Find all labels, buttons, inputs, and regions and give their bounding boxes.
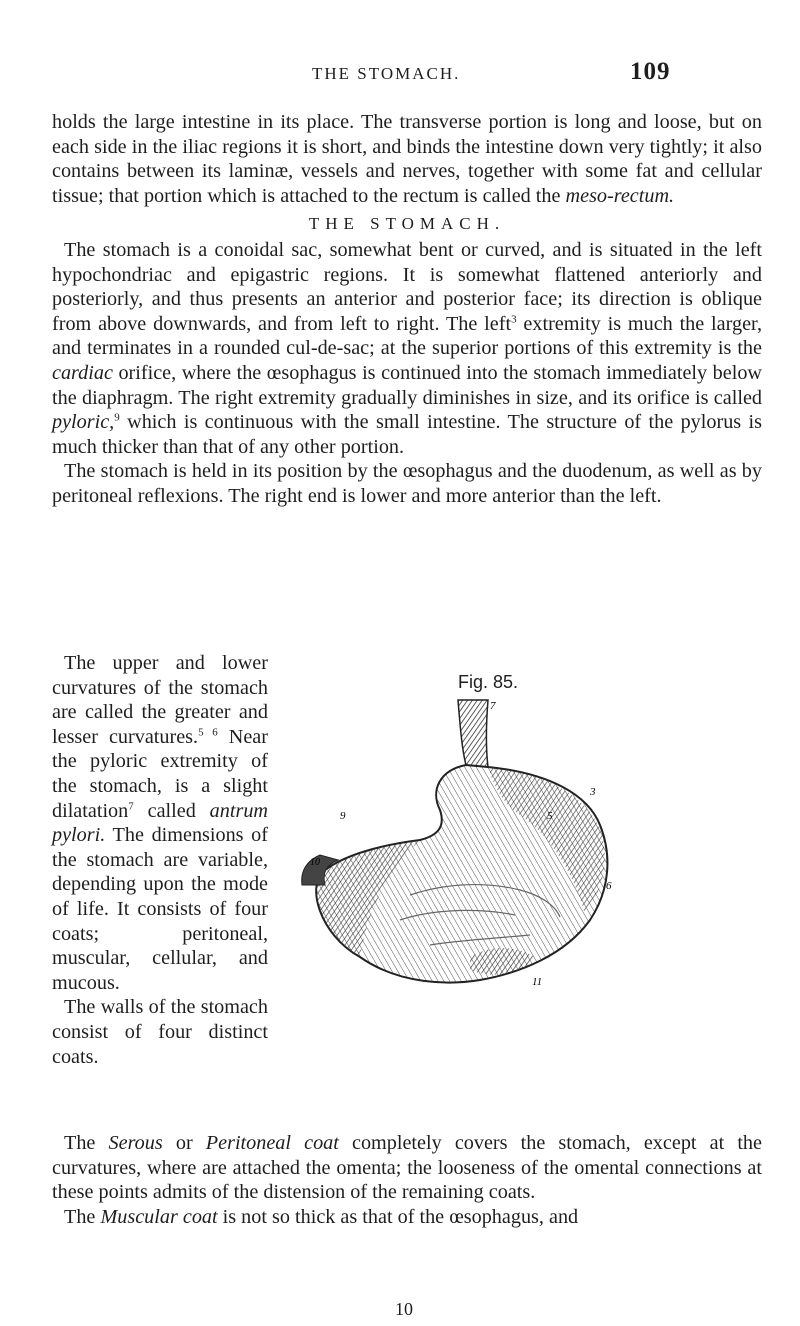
paragraph-text: holds the large intestine in its place. The transverse portion is long and loose, but on each side in the iliac regions it is short, and binds the intestine down very tightly; it also contains between its laminæ, vessels and nerves, together with some fat and cellular tissue; that portion which is attached to the rectum is called the (52, 111, 762, 207)
term-serous: Serous (108, 1132, 163, 1154)
lower-text (52, 1131, 762, 1229)
text-span: The dimensions of the stomach are variable, depending upon the mode of life. It consists of four coats; peritoneal, muscular, cellular, and mucous. (52, 824, 268, 994)
footnote-ref: 5 6 (198, 726, 218, 739)
figure-label: 3 (590, 786, 596, 798)
text-span: Near the pyloric extremity of the stomach, is a slight dilatation (52, 725, 268, 822)
text-span: The stomach is a conoidal sac, somewhat bent or curved, and is situated in the left hypochondriac and epigastric regions. It is somewhat flattened anteriorly and posteriorly, and thus presents an anterior and posterior face; its direction is oblique from above downwards, and from left to right. The left (52, 238, 762, 335)
stomach-illustration (290, 695, 620, 995)
footnote-ref: 7 (128, 799, 134, 812)
oesophagus-shape (458, 700, 488, 767)
text-span: is not so thick as that of the œsophagus, and (217, 1205, 579, 1228)
text-span: The (64, 1132, 109, 1154)
text-span: which is continuous with the small intestine. The structure of the pylorus is much thicker than that of any other portion. (52, 411, 762, 458)
running-title: THE STOMACH. (312, 64, 461, 83)
term-muscular-coat: Muscular coat (100, 1205, 218, 1228)
page-number: 109 (630, 58, 671, 85)
text-span: The upper and lower curvatures of the stomach are called the greater and lesser curvatures. (52, 652, 268, 748)
footnote-ref: 9 (114, 411, 120, 424)
paragraph-stomach (52, 238, 762, 459)
footnote-ref: 3 (511, 313, 517, 326)
main-text (52, 110, 762, 509)
figure-label: 5 (547, 810, 553, 822)
paragraph-mesentery (52, 110, 762, 208)
text-span: or (162, 1132, 206, 1154)
figure-label: 11 (532, 976, 543, 988)
page-header (0, 58, 800, 92)
text-span: orifice, where the œsophagus is continued into the stomach immediately below the diaphragm. The right extremity gradually diminishes in size, and its orifice is called (52, 361, 762, 409)
figure-caption: Fig. 85. (458, 672, 519, 692)
signature-mark: 10 (395, 1299, 413, 1319)
paragraph-muscular-coat (52, 1205, 762, 1230)
section-heading: THE STOMACH. (308, 214, 506, 234)
paragraph-serous-coat (52, 1131, 762, 1205)
term-meso-rectum: meso-rectum. (565, 184, 675, 207)
figure-label: 9 (340, 810, 346, 822)
paragraph-position: The stomach is held in its position by the œsophagus and the duodenum, as well as by peritoneal reflexions. The right end is lower and more anterior than the left. (52, 460, 762, 507)
term-pyloric: pyloric, (52, 411, 115, 434)
term-cardiac: cardiac (52, 361, 113, 384)
paragraph-curvatures (52, 651, 268, 995)
text-span: extremity is much the larger, and terminates in a rounded cul-de-sac; at the superior portions of this extremity is the (52, 312, 763, 360)
paragraph-walls: The walls of the stomach consist of four distinct coats. (52, 996, 268, 1068)
narrow-column (52, 651, 268, 1069)
text-span: The (64, 1205, 101, 1228)
stomach-engraving (290, 695, 620, 995)
term-antrum-pylori: antrum pylori. (52, 799, 268, 847)
term-peritoneal-coat: Peritoneal coat (205, 1132, 339, 1154)
figure-label: 6 (606, 880, 612, 892)
text-span: completely covers the stomach, except at the curvatures, where are attached the omenta; the looseness of the omental connections at these points admits of the distension of the remaining coats. (52, 1132, 762, 1204)
text-span: called (133, 799, 196, 822)
figure-label: 7 (490, 700, 496, 712)
figure-label: 10 (310, 857, 320, 868)
